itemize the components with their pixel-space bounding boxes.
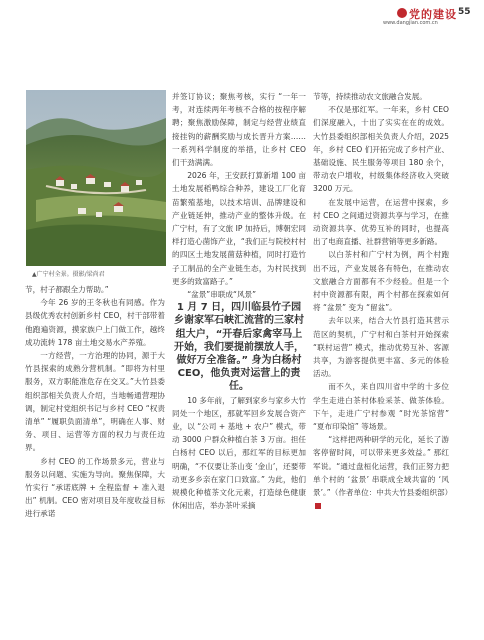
paragraph: 去年以来，结合大竹县打造其营示范区的契机，广宁村和白茶村开始探索 “联村运营” 模式，推动优势互补、客源共享，为游客提供更丰富、多元的体验活动。 <box>313 316 449 379</box>
party-emblem-icon <box>397 8 407 18</box>
paragraph: “盆景”串联成“风景” <box>187 290 257 300</box>
article-column-1 <box>25 283 165 521</box>
paragraph: 不仅是那红军。一年来，乡村 CEO 们深度融入，十出了实实在在的成效。大竹县委组织部相关负责人介绍，2025 年，乡村 CEO 们开拓完成了乡村产业、基础设施、民生服务等项目 180 余个，带动农户增收，村级集体经济收入突破 3200 万元。 <box>313 105 449 194</box>
paragraph: 以白茶村和广宁村为例，两个村跑出不远，产业发展各有特色，在推动农文旅融合方面都有不少经验。但是一个村中资源都有限，两个村都在探索如何将 “盆景” 变为 “留盆”。 <box>313 250 449 313</box>
paragraph: 节等，持续推动农文旅融合发展。 <box>313 92 427 101</box>
paragraph: 10 多年前，了解到家乡与家乡大竹同处一个地区，那就军回乡发展合资产业，以 “公司 + 基地 + 农户” 模式，带动 3000 户群众种植白茶 3 万亩。担任白杨村 CEO 以后，那红军的目标更加明确，“不仅要让茶山变 ‘金山’，还要带动更多乡亲在家门口致富。” 为此，他们规模化种植茶文化元素，打造绿色健康休闲出店，举办茶叶采摘 <box>172 395 306 511</box>
magazine-logo <box>383 6 457 30</box>
logo-url: www.dangjian.com.cn <box>383 20 438 26</box>
photo-caption: ▲广宁村全景。摄影/梁尚君 <box>32 271 105 278</box>
paragraph: 一方经营，一方治理的协同，源于大竹县探索的成熟分营机制。“即将为村里服务，双方职能准危存在交叉。”大竹县委组织部相关负责人介绍，当地畅通营理协调，制定村党组织书记与乡村 CEO “权责清单” “履职负面清单”，明确在人事、财务、项目、运营等方面的权力与责任边界。 <box>25 351 165 453</box>
paragraph: 而不久，来自四川省中学的十多位学生走进白茶村体验采茶、做茶体验。下午，走进广宁村参观 “时光茶馆营” “夏布印染馆” 等场景。 <box>313 382 449 432</box>
paragraph: 在发展中运营，在运营中探索，乡村 CEO 之间通过资源共享与学习，在推动资源共享、优势互补的同时，也提高出了电商直播、社群营销等更多新路。 <box>313 197 449 247</box>
page-header <box>0 0 484 30</box>
page-number: 55 <box>458 7 471 17</box>
paragraph: 并签订协议；聚焦考核，实行 “一年一考，对连续两年考核不合格的按程序解聘；聚焦激励保障，制定与经营业绩直接挂钩的薪酬奖励与成长晋升方案……一系列科学制度的举措，让乡村 CEO 们干劲满满。 <box>172 92 306 168</box>
article-column-2 <box>172 90 306 513</box>
end-mark-icon <box>315 503 321 509</box>
article-column-3 <box>313 90 453 513</box>
logo-name: 党的建设 <box>409 8 457 21</box>
paragraph: 节，村子都跟全力帮助。” <box>25 285 109 294</box>
final-text: “这样把两种研学的元化，延长了游客停留时间，可以带来更多效益。” 那红军说。“通过盘桓化运营，我们正努力把单个村的 ‘盆景’ 串联成全域共富的 ‘风景’。”（作者单位：中共大竹县委组织部） <box>313 435 453 498</box>
paragraph-final <box>313 433 453 512</box>
paragraph: 今年 26 岁的王冬秋也有同感。作为县级优秀农村创新乡村 CEO，村干部带着他跑遍资源，摸家族户上门做工作，越终成功流转 178 亩土地交易水产养殖。 <box>25 298 165 347</box>
paragraph: 乡村 CEO 的工作场景多元，营业与服务以问题、实施为导向。聚焦保障，大竹实行 “承诺底牌 + 全程监督 + 准入退出” 机制。CEO 密对项目及年度收益目标进行承诺 <box>25 456 165 519</box>
section-subheading: 1 月 7 日，四川临县竹子园乡谢家军石峡汇流营的三家村组大户，“开春后家禽宰马上开始，我们要提前摆放人手，做好万全准备。” 身为白杨村 CEO，他负责对运营上的责任。 <box>174 302 304 393</box>
village-landscape-photo <box>26 90 166 266</box>
paragraph: 2026 年，王安跃打算新增 100 亩土地发展稻鸭综合种养，建设工厂化育苗繁殖基地，以技术培训、品牌建设和产业链延伸，推动产业的整体升级。在广宁村，有了文旅 IP 加持后，博朝宏同样打造心菌饰产业，“我们正与院校村村的四区土地发展菌菇种植，同时打造竹子工制品的全产业链生态，为村民找到更多的致富路子。” <box>172 171 306 286</box>
